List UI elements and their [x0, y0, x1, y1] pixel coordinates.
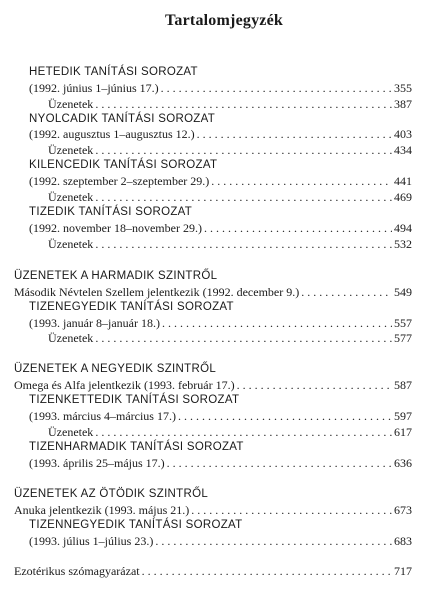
toc-heading-kilencedik — [29, 158, 217, 172]
toc-page-number: 617 — [394, 425, 412, 439]
toc-heading-text: KILENCEDIK TANÍTÁSI SOROZAT — [29, 159, 218, 171]
toc-entry[interactable] — [29, 409, 412, 423]
dot-leader — [197, 127, 392, 141]
dot-leader — [95, 143, 392, 157]
toc-page-number: 717 — [394, 564, 412, 578]
toc-entry[interactable] — [48, 97, 412, 111]
toc-page-number: 403 — [394, 127, 412, 141]
toc-heading-tizenegyedik — [29, 300, 234, 314]
toc-entry[interactable] — [14, 378, 412, 392]
dot-leader — [162, 316, 392, 330]
toc-entry-text: (1992. augusztus 1–augusztus 12.) — [29, 127, 195, 141]
toc-entry-text: (1993. március 4–március 17.) — [29, 409, 176, 423]
dot-leader — [95, 190, 392, 204]
toc-entry[interactable] — [29, 456, 412, 470]
dot-leader — [178, 409, 392, 423]
toc-entry[interactable] — [29, 316, 412, 330]
toc-heading-text: TIZENKETTEDIK TANÍTÁSI SOROZAT — [29, 394, 240, 406]
toc-page-number: 434 — [394, 143, 412, 157]
toc-heading-text: NYOLCADIK TANÍTÁSI SOROZAT — [29, 113, 216, 125]
toc-page-number: 355 — [394, 81, 412, 95]
toc-entry-text: Üzenetek — [48, 425, 94, 439]
toc-entry-text: (1992. november 18–november 29.) — [29, 221, 202, 235]
toc-entry[interactable] — [29, 221, 412, 235]
toc-heading-text: TIZENNEGYEDIK TANÍTÁSI SOROZAT — [29, 519, 243, 531]
toc-entry[interactable] — [29, 127, 412, 141]
toc-page-number: 683 — [394, 534, 412, 548]
toc-heading-hetedik — [29, 65, 198, 79]
dot-leader — [95, 425, 392, 439]
dot-leader — [161, 81, 392, 95]
toc-page-number: 441 — [394, 174, 412, 188]
toc-entry-text: Üzenetek — [48, 143, 94, 157]
toc-entry[interactable] — [48, 190, 412, 204]
toc-entry[interactable] — [29, 534, 412, 548]
toc-entry[interactable] — [48, 143, 412, 157]
toc-entry-text: Üzenetek — [48, 190, 94, 204]
toc-heading-tizedik — [29, 205, 192, 219]
toc-page-number: 387 — [394, 97, 412, 111]
dot-leader — [211, 174, 392, 188]
toc-heading-tizenharmadik — [29, 440, 244, 454]
toc-entry-text: Anuka jelentkezik (1993. május 21.) — [14, 503, 190, 517]
dot-leader — [237, 378, 392, 392]
toc-page-number: 494 — [394, 221, 412, 235]
toc-section-text: ÜZENETEK AZ ÖTÖDIK SZINTRŐL — [14, 488, 209, 500]
toc-page-number: 577 — [394, 331, 412, 345]
toc-heading-tizenkettedik — [29, 393, 239, 407]
toc-entry-text: (1992. szeptember 2–szeptember 29.) — [29, 174, 210, 188]
toc-entry-text: Omega és Alfa jelentkezik (1993. február 17.) — [14, 378, 235, 392]
toc-section-harmadik — [14, 269, 217, 283]
toc-section-otodik — [14, 487, 208, 501]
toc-entry-text: Üzenetek — [48, 97, 94, 111]
toc-entry-glossary[interactable] — [14, 564, 412, 578]
dot-leader — [95, 237, 392, 251]
toc-heading-text: HETEDIK TANÍTÁSI SOROZAT — [29, 66, 198, 78]
toc-page-number: 532 — [394, 237, 412, 251]
dot-leader — [191, 503, 392, 517]
toc-heading-text: TIZENHARMADIK TANÍTÁSI SOROZAT — [29, 441, 244, 453]
toc-page-number: 636 — [394, 456, 412, 470]
toc-section-text: ÜZENETEK A NEGYEDIK SZINTRŐL — [14, 363, 217, 375]
dot-leader — [204, 221, 392, 235]
toc-page-number: 587 — [394, 378, 412, 392]
dot-leader — [142, 564, 392, 578]
toc-entry-text: Ezotérikus szómagyarázat — [14, 564, 140, 578]
dot-leader — [95, 331, 392, 345]
toc-entry-text: Második Névtelen Szellem jelentkezik (1992. december 9.) — [14, 285, 300, 299]
toc-entry-text: (1993. július 1–július 23.) — [29, 534, 154, 548]
toc-page-number: 673 — [394, 503, 412, 517]
page-title: Tartalomjegyzék — [165, 12, 283, 29]
toc-section-text: ÜZENETEK A HARMADIK SZINTRŐL — [14, 270, 218, 282]
dot-leader — [301, 285, 392, 299]
toc-entry[interactable] — [48, 237, 412, 251]
toc-entry-text: Üzenetek — [48, 331, 94, 345]
toc-heading-nyolcadik — [29, 112, 215, 126]
dot-leader — [167, 456, 392, 470]
toc-entry[interactable] — [48, 331, 412, 345]
dot-leader — [155, 534, 392, 548]
toc-entry[interactable] — [14, 503, 412, 517]
toc-section-negyedik — [14, 362, 216, 376]
toc-entry[interactable] — [14, 285, 412, 299]
toc-page-number: 549 — [394, 285, 412, 299]
toc-entry-text: (1993. április 25–május 17.) — [29, 456, 165, 470]
toc-heading-text: TIZENEGYEDIK TANÍTÁSI SOROZAT — [29, 301, 234, 313]
toc-entry[interactable] — [29, 81, 412, 95]
toc-entry-text: (1992. június 1–június 17.) — [29, 81, 159, 95]
dot-leader — [95, 97, 392, 111]
toc-entry[interactable] — [48, 425, 412, 439]
toc-entry-text: (1993. január 8–január 18.) — [29, 316, 160, 330]
toc-heading-tizennegyedik — [29, 518, 242, 532]
toc-page-number: 557 — [394, 316, 412, 330]
toc-page-number: 469 — [394, 190, 412, 204]
toc-entry-text: Üzenetek — [48, 237, 94, 251]
toc-heading-text: TIZEDIK TANÍTÁSI SOROZAT — [29, 206, 193, 218]
toc-page-number: 597 — [394, 409, 412, 423]
toc-entry[interactable] — [29, 174, 412, 188]
